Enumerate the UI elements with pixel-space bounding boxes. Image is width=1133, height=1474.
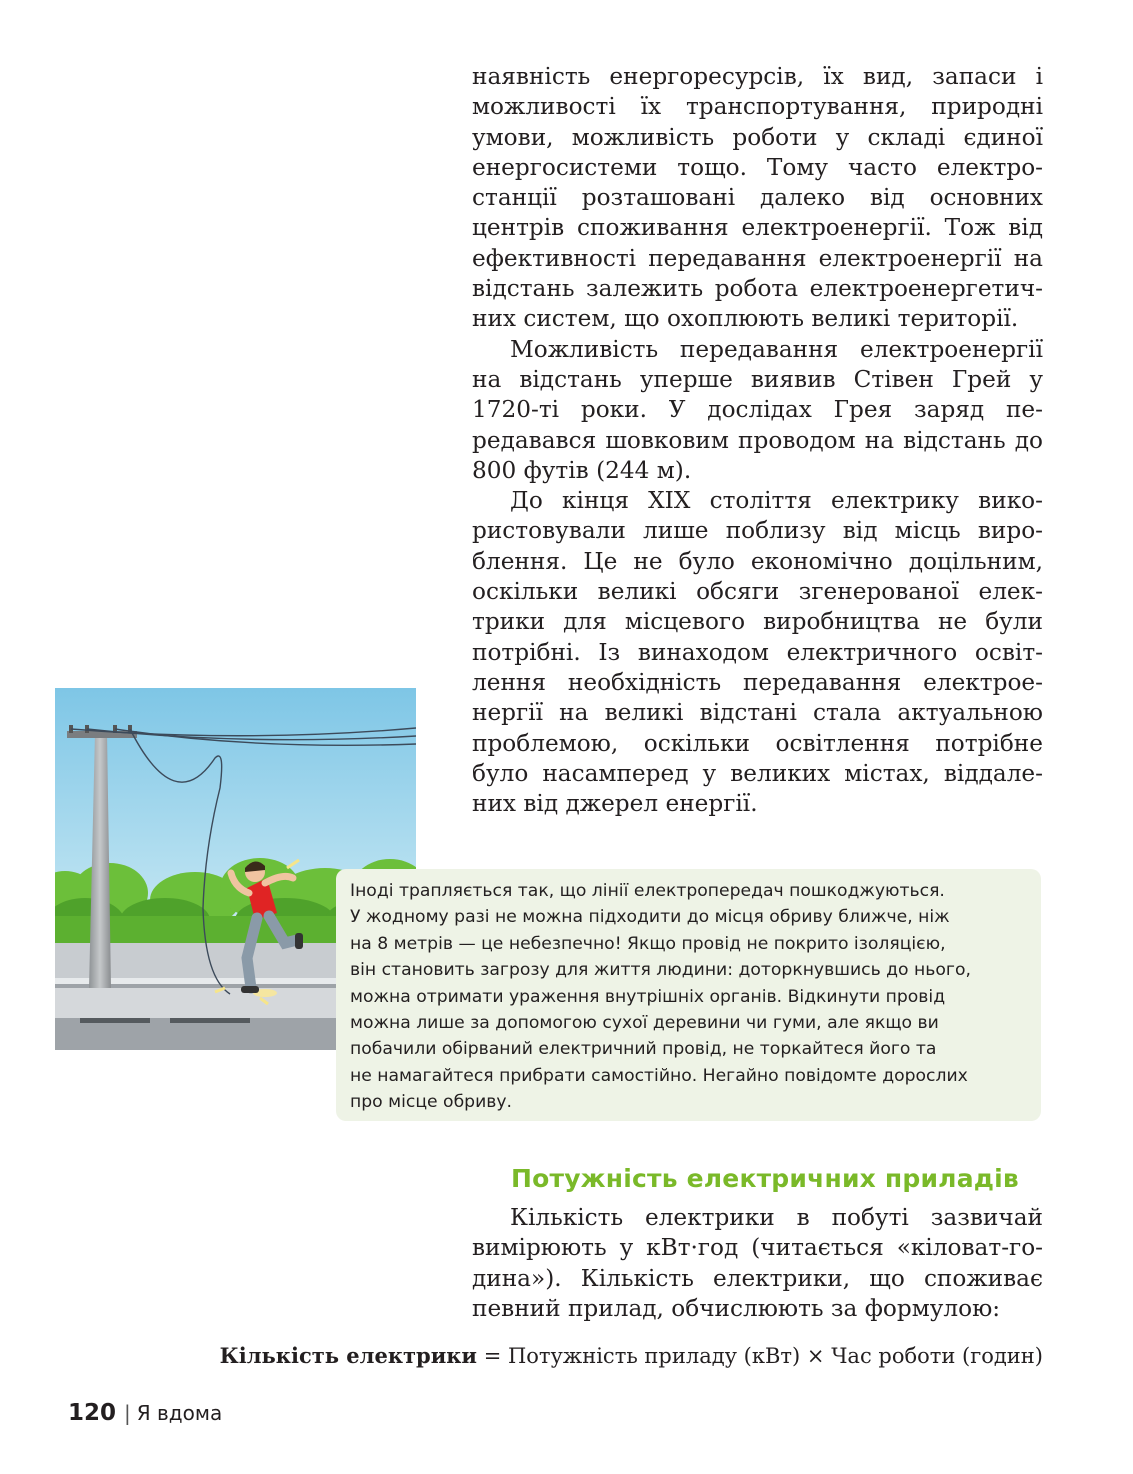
footer-separator: | <box>124 1401 131 1425</box>
note-line: не намагайтеся прибрати самостійно. Негайно повідомте дорослих <box>350 1065 968 1086</box>
note-line: на 8 метрів — це небезпечно! Якщо провід не покрито ізоляцією, <box>350 933 946 954</box>
note-line: про місце обриву. <box>350 1092 513 1113</box>
page-number: 120 <box>68 1400 117 1426</box>
paragraph-energy-resources: наявність енергоресурсів, їх вид, запаси і можливості їх транспортування, природні умови, можливість роботи у складі єдиної енергосистеми тощо. Тому часто електростанції розташовані далеко від основних центрів споживання електроенергії. Тож від ефективності передавання електроенергії на відстань залежить робота електроенергетичних систем, що охоплюють великі території. <box>472 63 1043 333</box>
section-paragraph: Кількість електрики в побуті зазвичай вимірюють у кВт·год (читається «кіловат-година»). Кількість електрики, що споживає певний прилад, обчислюють за формулою: <box>472 1204 1043 1322</box>
note-line: У жодному разі не можна підходити до місця обриву ближче, ніж <box>350 907 950 928</box>
chapter-title: Я вдома <box>136 1401 223 1425</box>
note-line: Іноді трапляється так, що лінії електропередач пошкоджуються. <box>350 881 945 901</box>
note-line: побачили обірваний електричний провід, не торкайтеся його та <box>350 1039 937 1060</box>
section-heading: Потужність електричних приладів <box>511 1164 1019 1193</box>
power-formula <box>180 1341 1043 1371</box>
safety-warning-note <box>336 869 1041 1121</box>
formula-lhs: Кількість електрики <box>219 1343 478 1368</box>
paragraph-stephen-gray: Можливість передавання електроенергії на відстань уперше виявив Стівен Грей у 1720-ті роки. У дослідах Грея заряд передавався шовковим проводом на відстань до 800 футів (244 м). <box>472 335 1043 484</box>
note-line: він становить загрозу для життя людини: доторкнувшись до нього, <box>350 960 971 981</box>
paragraph-19th-century: До кінця XIX століття електрику використовували лише поблизу від місць вироблення. Це не було економічно доцільним, оскільки великі обсяги згенерованої електрики для місцевого виробництва не були потрібні. Із винаходом електричного освітлення необхідність передавання електроенергії на великі відстані стала актуальною проблемою, оскільки освітлення потрібне було насамперед у великих містах, віддалених від джерел енергії. <box>472 487 1043 818</box>
note-line: можна лише за допомогою сухої деревини чи гуми, але якщо ви <box>350 1013 939 1034</box>
formula-rhs: = Потужність приладу (кВт) × Час роботи (годин) <box>483 1344 1043 1368</box>
note-line: можна отримати ураження внутрішніх органів. Відкинути провід <box>350 986 946 1007</box>
main-text-column <box>472 62 1043 819</box>
page-footer <box>68 1400 222 1426</box>
